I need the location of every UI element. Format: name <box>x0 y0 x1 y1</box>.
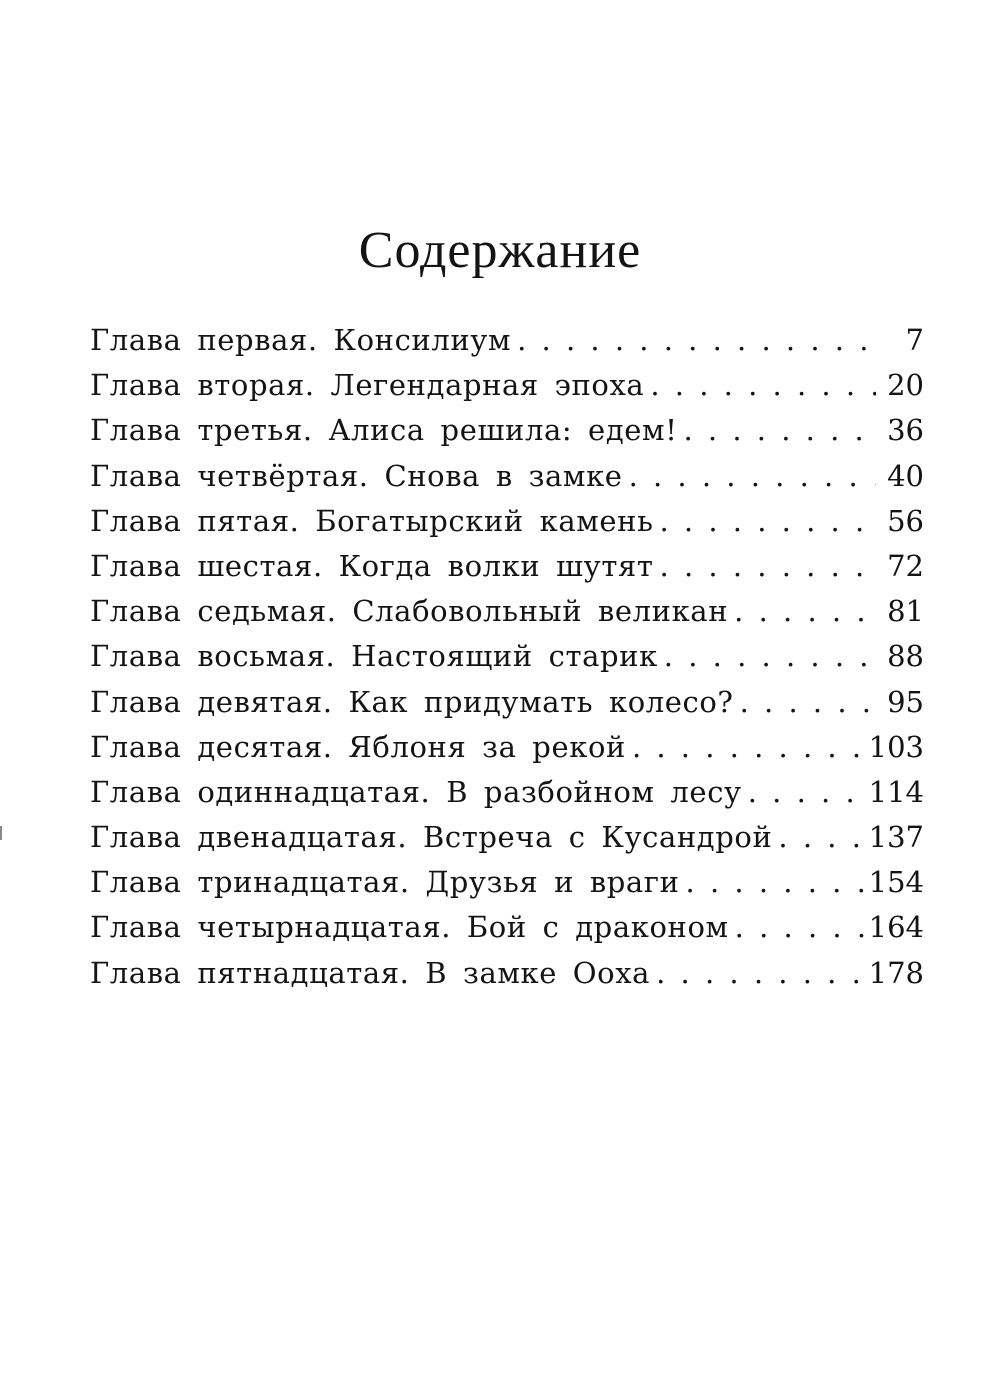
dot-leader <box>686 860 865 905</box>
toc-entry-title: Глава первая. Консилиум <box>90 323 512 357</box>
toc-entry-page: 137 <box>868 820 924 855</box>
toc-entry-title: Глава третья. Алиса решила: едем! <box>90 413 678 448</box>
toc-entry <box>90 499 924 544</box>
toc-entry <box>90 544 924 589</box>
dot-leader <box>748 770 865 815</box>
toc-entry-title: Глава седьмая. Слабовольный великан <box>90 594 729 629</box>
toc-entry-page: 20 <box>887 368 924 403</box>
toc-entry-title: Глава восьмая. Настоящий старик <box>90 639 658 674</box>
dot-leader <box>660 544 876 589</box>
toc-entry <box>90 318 924 363</box>
dot-leader <box>734 589 876 634</box>
dot-leader <box>664 634 876 679</box>
toc-entry <box>90 770 924 815</box>
toc-entry <box>90 634 924 679</box>
toc-entry <box>90 408 924 453</box>
dot-leader <box>659 499 876 544</box>
page-title: Содержание <box>358 222 642 279</box>
toc-entry-page: 56 <box>887 503 924 538</box>
dot-leader <box>632 725 865 770</box>
toc-entry <box>90 725 924 770</box>
dot-leader <box>629 454 876 499</box>
toc-entry-title: Глава двенадцатая. Встреча с Кусандрой <box>90 820 773 855</box>
toc-entry-title: Глава десятая. Яблоня за рекой <box>90 729 626 764</box>
dot-leader <box>517 318 876 363</box>
toc-entry-title: Глава тринадцатая. Друзья и враги <box>90 865 680 900</box>
toc-entry-title: Глава одиннадцатая. В разбойном лесу <box>90 774 742 809</box>
toc-entry <box>90 905 924 950</box>
toc-entry <box>90 363 924 408</box>
toc-entry <box>90 951 924 996</box>
dot-leader <box>650 363 876 408</box>
toc-entry-title: Глава девятая. Как придумать колесо? <box>90 684 734 719</box>
toc-entry-page: 72 <box>887 548 924 583</box>
dot-leader <box>778 815 864 860</box>
dot-leader <box>735 905 865 950</box>
toc-entry-page: 164 <box>868 910 924 945</box>
toc-entry-title: Глава четырнадцатая. Бой с драконом <box>90 910 729 945</box>
toc-entry-title: Глава четвёртая. Снова в замке <box>90 458 623 493</box>
toc-entry-page: 7 <box>905 323 924 357</box>
toc-entry-page: 81 <box>887 594 924 629</box>
toc-entry <box>90 815 924 860</box>
toc-entry-page: 95 <box>887 684 924 719</box>
toc-entry-page: 103 <box>868 729 924 764</box>
toc-entry-title: Глава шестая. Когда волки шутят <box>90 548 654 583</box>
toc-entry-page: 154 <box>868 865 924 900</box>
toc-entry-page: 36 <box>887 413 924 448</box>
dot-leader <box>656 951 865 996</box>
toc-entry-page: 178 <box>868 955 924 990</box>
toc-entry-page: 40 <box>887 458 924 493</box>
toc-entry-page: 88 <box>887 639 924 674</box>
dot-leader <box>740 680 876 725</box>
toc-entry <box>90 680 924 725</box>
scan-edge-mark <box>0 826 2 840</box>
dot-leader <box>683 408 876 453</box>
toc-entry-page: 114 <box>868 774 924 809</box>
toc-entry-title: Глава пятнадцатая. В замке Ооха <box>90 955 651 990</box>
toc-entry-title: Глава пятая. Богатырский камень <box>90 503 654 538</box>
toc-entry-title: Глава вторая. Легендарная эпоха <box>90 368 645 403</box>
toc-entry <box>90 860 924 905</box>
toc-entry <box>90 454 924 499</box>
table-of-contents <box>90 318 924 996</box>
toc-entry <box>90 589 924 634</box>
